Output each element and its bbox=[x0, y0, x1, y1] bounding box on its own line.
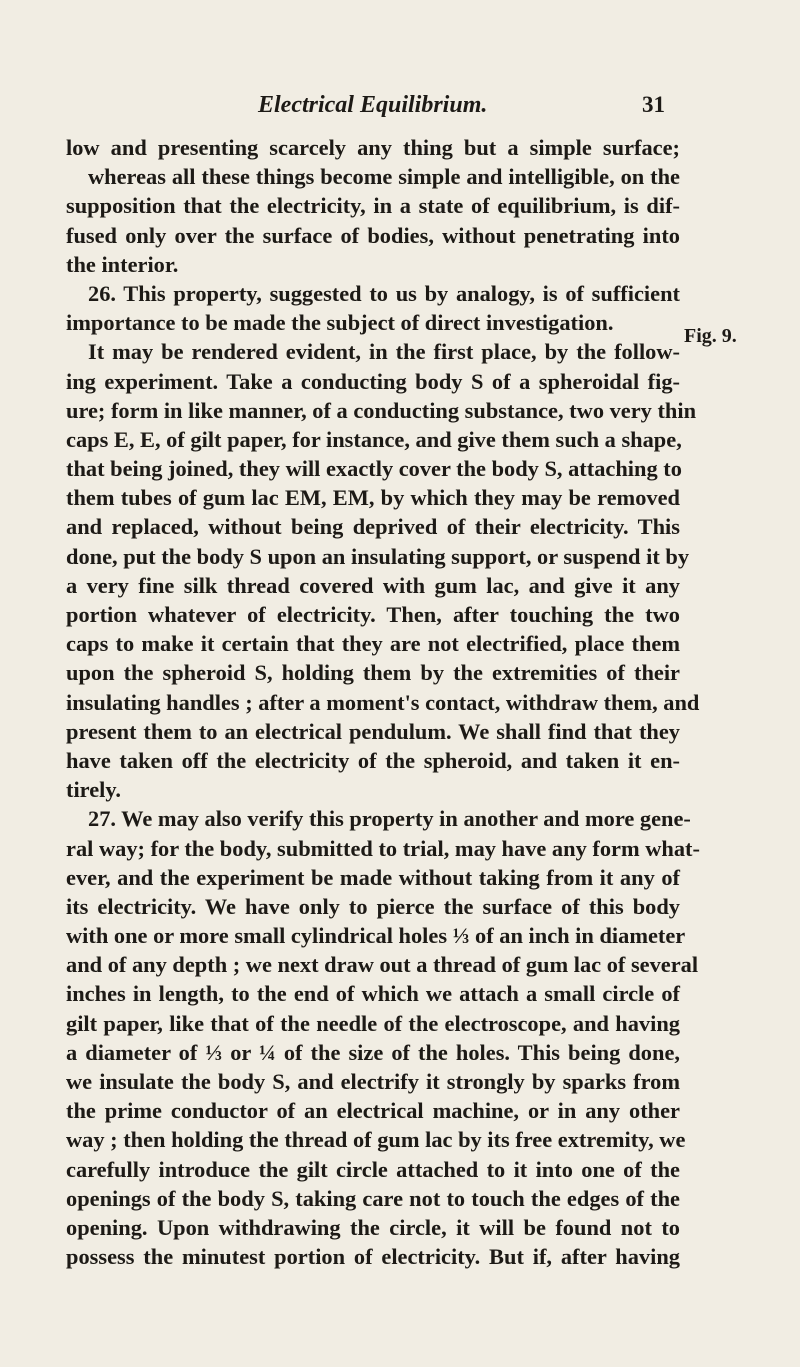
text-line: ure; form in like manner, of a conducting substance, two very thin bbox=[66, 397, 697, 423]
text-line: importance to be made the subject of direct investigation. bbox=[66, 310, 614, 336]
page-number: 31 bbox=[642, 92, 665, 117]
text-line: the interior. bbox=[66, 251, 179, 277]
text-line: tirely. bbox=[66, 777, 121, 803]
text-line: ing experiment. Take a conducting body S of a spheroidal fig- bbox=[66, 368, 680, 394]
text-line: fused only over the surface of bodies, without penetrating into bbox=[66, 222, 680, 248]
text-line: whereas all these things become simple and intelligible, on the bbox=[88, 164, 680, 190]
text-line: possess the minutest portion of electricity. But if, after having bbox=[66, 1244, 680, 1270]
text-line: a diameter of ⅓ or ¼ of the size of the holes. This being done, bbox=[66, 1039, 680, 1065]
text-line: and of any depth ; we next draw out a thread of gum lac of several bbox=[66, 952, 699, 978]
text-line: them tubes of gum lac EM, EM, by which they may be removed bbox=[66, 485, 680, 511]
text-line: supposition that the electricity, in a state of equilibrium, is dif- bbox=[66, 193, 680, 219]
text-line: opening. Upon withdrawing the circle, it will be found not to bbox=[66, 1214, 680, 1240]
text-line: we insulate the body S, and electrify it strongly by sparks from bbox=[66, 1069, 680, 1094]
text-line: done, put the body S upon an insulating support, or suspend it by bbox=[66, 543, 690, 569]
text-line: a very fine silk thread covered with gum lac, and give it any bbox=[66, 572, 680, 598]
text-line: have taken off the electricity of the spheroid, and taken it en- bbox=[66, 747, 680, 773]
body-text bbox=[66, 133, 700, 1271]
text-line: insulating handles ; after a moment's contact, withdraw them, and bbox=[66, 689, 700, 715]
text-line: and replaced, without being deprived of their electricity. This bbox=[66, 514, 680, 540]
text-line: ral way; for the body, submitted to trial, may have any form what- bbox=[66, 835, 700, 861]
text-line: low and presenting scarcely any thing but a simple surface; bbox=[66, 135, 680, 160]
text-line: 27. We may also verify this property in another and more gene- bbox=[88, 806, 691, 832]
text-line: that being joined, they will exactly cover the body S, attaching to bbox=[66, 456, 682, 482]
text-line: its electricity. We have only to pierce the surface of this body bbox=[66, 893, 680, 919]
text-line: inches in length, to the end of which we attach a small circle of bbox=[66, 981, 680, 1007]
text-line: 26. This property, suggested to us by analogy, is of sufficient bbox=[88, 280, 680, 306]
text-line: caps E, E, of gilt paper, for instance, and give them such a shape, bbox=[66, 426, 682, 452]
text-line: way ; then holding the thread of gum lac by its free extremity, we bbox=[66, 1127, 686, 1153]
page-header bbox=[0, 92, 800, 126]
text-line: gilt paper, like that of the needle of the electroscope, and having bbox=[66, 1010, 680, 1036]
text-line: upon the spheroid S, holding them by the extremities of their bbox=[66, 660, 680, 686]
text-line: present them to an electrical pendulum. We shall find that they bbox=[66, 718, 680, 744]
text-line: the prime conductor of an electrical machine, or in any other bbox=[66, 1098, 680, 1124]
text-line: carefully introduce the gilt circle attached to it into one of the bbox=[66, 1156, 680, 1182]
running-title: Electrical Equilibrium. bbox=[258, 92, 488, 118]
text-line: caps to make it certain that they are not electrified, place them bbox=[66, 631, 680, 657]
text-line: ever, and the experiment be made without taking from it any of bbox=[66, 864, 680, 890]
text-line: openings of the body S, taking care not to touch the edges of the bbox=[66, 1185, 680, 1211]
text-line: portion whatever of electricity. Then, after touching the two bbox=[66, 602, 680, 627]
figure-reference: Fig. 9. bbox=[684, 325, 737, 347]
text-line: It may be rendered evident, in the first place, by the follow- bbox=[88, 339, 680, 365]
text-line: with one or more small cylindrical holes ⅓ of an inch in diameter bbox=[66, 923, 686, 949]
